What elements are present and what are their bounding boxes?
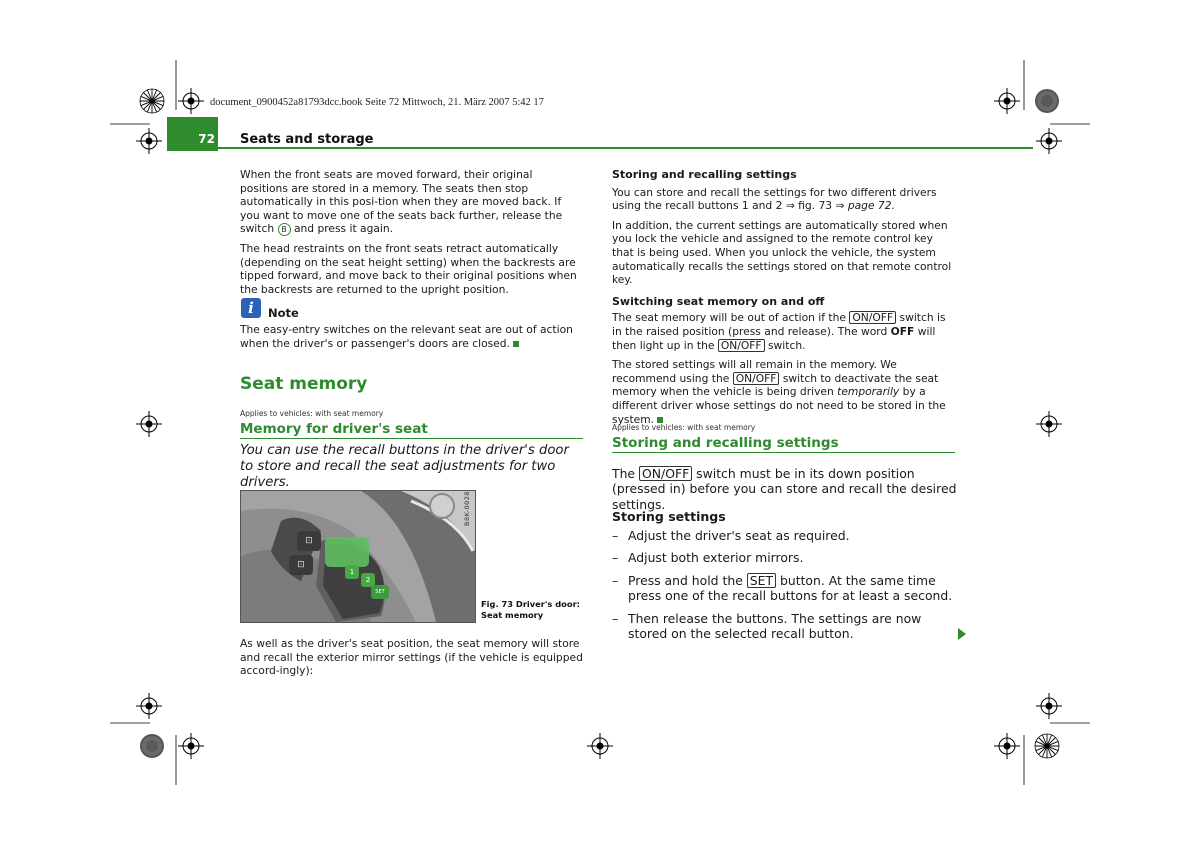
onoff-key: ON/OFF xyxy=(639,466,692,481)
applies-note-right: Applies to vehicles: with seat memory xyxy=(612,423,756,432)
header-rule xyxy=(218,147,1033,149)
paragraph-switch-onoff: The seat memory will be out of action if the ON/OFF switch is in the raised position (press and release). The word OFF will then light up in the ON/OFF switch. xyxy=(612,311,946,352)
figure-code: B8K-0028 xyxy=(463,490,471,526)
paragraph-remote-key: In addition, the current settings are automatically stored when you lock the vehicle and assigned to the remote control key that is being used. When you unlock the vehicle, the system automatically recalls the settings stored on that remote control key. xyxy=(612,218,952,287)
running-title: Seats and storage xyxy=(240,132,374,147)
paragraph-onoff-down: The ON/OFF switch must be in its down position (pressed in) before you can store and recall the desired settings. xyxy=(612,466,957,512)
subsection-title-right: Storing and recalling settings xyxy=(612,435,839,451)
memory-button-set: SET xyxy=(371,585,389,599)
figure-caption: Fig. 73 Driver's door: Seat memory xyxy=(481,599,580,620)
mirror-control-knob xyxy=(429,493,455,519)
memory-button-1: 1 xyxy=(345,565,359,579)
heading-storing-recalling: Storing and recalling settings xyxy=(612,168,797,181)
print-header: document_0900452a81793dcc.book Seite 72 Mittwoch, 21. März 2007 5:42 17 xyxy=(210,97,544,108)
applies-note: Applies to vehicles: with seat memory xyxy=(240,409,384,418)
figure-door-panel xyxy=(240,490,476,623)
note-title: Note xyxy=(268,306,299,320)
section-title: Seat memory xyxy=(240,374,368,394)
info-icon: i xyxy=(241,298,261,318)
onoff-key: ON/OFF xyxy=(718,339,765,352)
heading-storing-settings: Storing settings xyxy=(612,509,726,524)
step-item: – Adjust the driver's seat as required. xyxy=(612,528,957,543)
lock-button-lower: ⊡ xyxy=(289,555,313,575)
memory-button-2: 2 xyxy=(361,573,375,587)
onoff-key: ON/OFF xyxy=(849,311,896,324)
heading-switching: Switching seat memory on and off xyxy=(612,294,825,308)
paragraph-two-drivers: You can store and recall the settings for two different drivers using the recall buttons 1 and 2 ⇒ fig. 73 ⇒ page 72. xyxy=(612,185,937,213)
left-column xyxy=(240,168,583,296)
subsection-rule-right xyxy=(612,452,955,453)
paragraph-seat-memory-intro: When the front seats are moved forward, their original positions are stored in a memory. The seats then stop automatically in this posi-tion when they are moved back. If you want to move one of the seats back further, release the switch B and press it again. xyxy=(240,168,563,236)
paragraph-stored-settings: The stored settings will all remain in the memory. We recommend using the ON/OFF switch to deactivate the seat memory when the vehicle is being driven temporarily by a different driver whose settings do not need to be stored in the system. xyxy=(612,358,946,426)
note-text: The easy-entry switches on the relevant seat are out of action when the driver's or passenger's doors are closed. xyxy=(240,323,573,350)
page-number: 72 xyxy=(198,132,215,146)
seat-memory-panel-glow xyxy=(325,537,369,567)
end-marker xyxy=(513,341,519,347)
steps-list xyxy=(612,528,957,641)
set-key: SET xyxy=(747,573,776,588)
right-column xyxy=(612,168,954,426)
step-item: – Adjust both exterior mirrors. xyxy=(612,550,957,565)
lock-button-upper: ⊡ xyxy=(297,531,321,551)
switch-b-marker: B xyxy=(278,223,291,236)
paragraph-head-restraints: The head restraints on the front seats retract automatically (depending on the seat height setting) when the backrests are tipped forward, and move back to their original positions when the backrests are returned to the upright position. xyxy=(240,241,577,296)
intro-text: You can use the recall buttons in the driver's door to store and recall the seat adjustments for two drivers. xyxy=(240,443,569,490)
subsection-rule xyxy=(240,438,583,439)
continue-arrow-icon xyxy=(958,628,966,640)
paragraph-mirror-settings: As well as the driver's seat position, the seat memory will store and recall the exterior mirror settings (if the vehicle is equipped accord-ingly): xyxy=(240,637,583,678)
end-marker xyxy=(657,417,663,423)
step-item: – Press and hold the SET button. At the same time press one of the recall buttons for at least a second. xyxy=(612,573,957,604)
onoff-key: ON/OFF xyxy=(733,372,780,385)
step-item: – Then release the buttons. The settings are now stored on the selected recall button. xyxy=(612,611,957,642)
subsection-title: Memory for driver's seat xyxy=(240,421,428,437)
